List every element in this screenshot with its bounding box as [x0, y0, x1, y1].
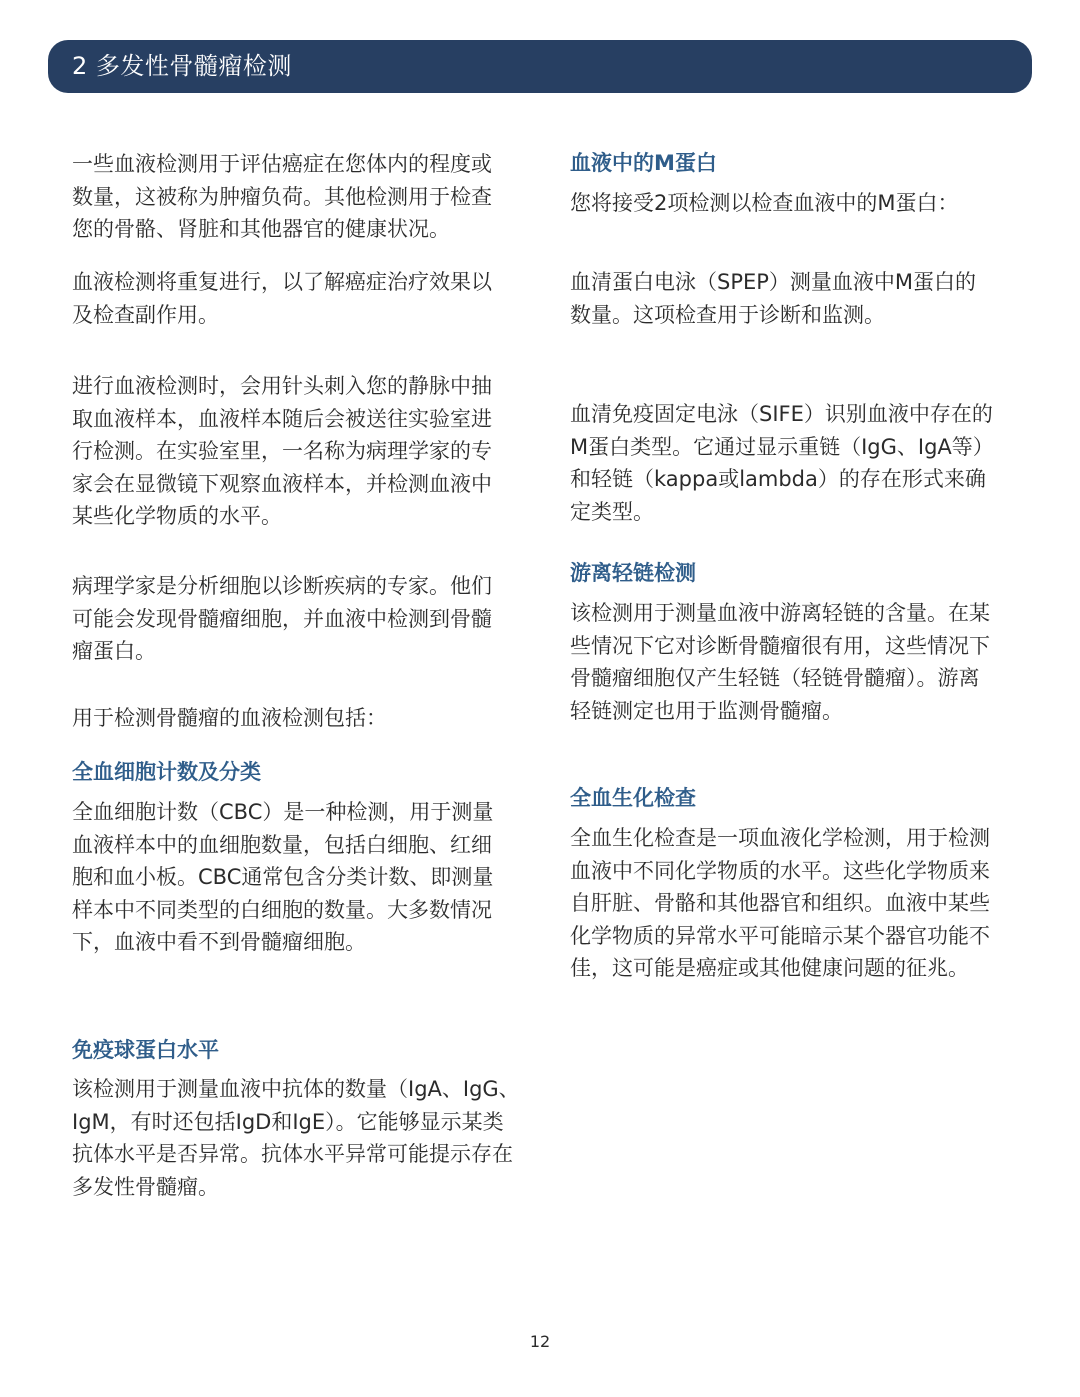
- page-number: 12: [529, 1332, 551, 1351]
- immunoglobulin-heading: 免疫球蛋白水平: [72, 1038, 219, 1062]
- blood-chemistry-text: 全血生化检查是一项血液化学检测，用于检测 血液中不同化学物质的水平。这些化学物质来 自肝脏、骨骼和其他器官和组织。血液中某些 化学物质的异常水平可能暗示某个器官功能不 佳，这可能是癌症或其他健康问题的征兆。: [570, 826, 990, 980]
- m-protein-intro: 您将接受2项检测以检查血液中的M蛋白：: [570, 191, 959, 215]
- intro-paragraph-1: 一些血液检测用于评估癌症在您体内的程度或 数量，这被称为肿瘤负荷。其他检测用于检查 您的骨骼、肾脏和其他器官的健康状况。: [72, 152, 492, 241]
- m-protein-heading: 血液中的M蛋白: [570, 151, 717, 175]
- spep-text: 血清蛋白电泳（SPEP）测量血液中M蛋白的 数量。这项检查用于诊断和监测。: [570, 270, 977, 327]
- section-title: 2 多发性骨髓瘤检测: [72, 52, 292, 80]
- blood-chemistry-heading: 全血生化检查: [570, 786, 696, 810]
- sife-text: 血清免疫固定电泳（SIFE）识别血液中存在的 M蛋白类型。它通过显示重链（IgG、IgA等） 和轻链（kappa或lambda）的存在形式来确 定类型。: [570, 402, 994, 524]
- immunoglobulin-text: 该检测用于测量血液中抗体的数量（IgA、IgG、 IgM，有时还包括IgD和IgE）。它能够显示某类 抗体水平是否异常。抗体水平异常可能提示存在 多发性骨髓瘤。: [72, 1077, 520, 1199]
- cbc-text: 全血细胞计数（CBC）是一种检测，用于测量 血液样本中的血细胞数量，包括白细胞、红细 胞和血小板。CBC通常包含分类计数、即测量 样本中不同类型的白细胞的数量。大多数情况 下，血液中看不到骨髓瘤细胞。: [72, 800, 494, 954]
- free-light-chain-text: 该检测用于测量血液中游离轻链的含量。在某 些情况下它对诊断骨髓瘤很有用，这些情况下 骨髓瘤细胞仅产生轻链（轻链骨髓瘤）。游离 轻链测定也用于监测骨髓瘤。: [570, 601, 990, 723]
- cbc-heading: 全血细胞计数及分类: [72, 760, 261, 784]
- intro-paragraph-5: 用于检测骨髓瘤的血液检测包括：: [72, 706, 387, 730]
- free-light-chain-heading: 游离轻链检测: [570, 561, 696, 585]
- intro-paragraph-4: 病理学家是分析细胞以诊断疾病的专家。他们 可能会发现骨髓瘤细胞，并血液中检测到骨髓 瘤蛋白。: [72, 574, 492, 663]
- intro-paragraph-3: 进行血液检测时，会用针头刺入您的静脉中抽 取血液样本，血液样本随后会被送往实验室进 行检测。在实验室里，一名称为病理学家的专 家会在显微镜下观察血液样本，并检测血液中 某些化学物质的水平。: [72, 374, 492, 528]
- intro-paragraph-2: 血液检测将重复进行，以了解癌症治疗效果以 及检查副作用。: [72, 270, 492, 327]
- section-banner: [48, 40, 1032, 93]
